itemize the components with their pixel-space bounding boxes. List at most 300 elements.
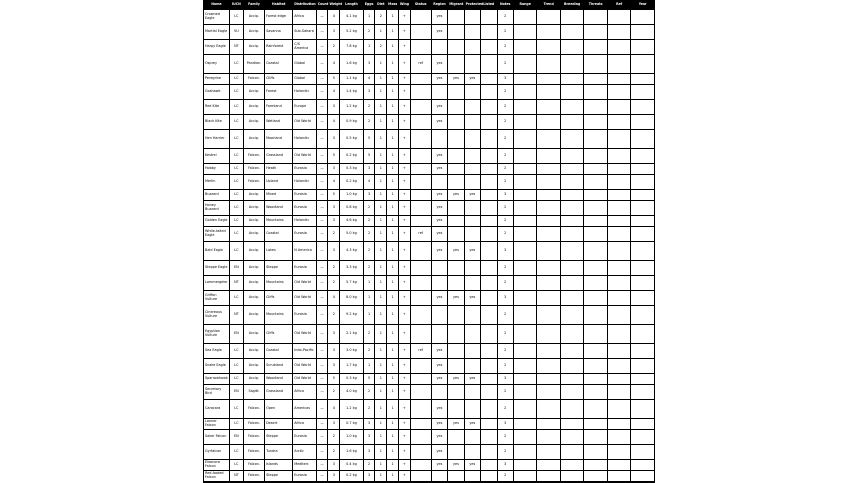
table-cell: — — [316, 164, 328, 175]
table-cell: 0.3 kg — [340, 164, 363, 175]
table-cell: 2 — [497, 175, 513, 190]
table-cell — [607, 291, 630, 306]
table-cell — [513, 374, 536, 385]
table-cell: + — [398, 164, 410, 175]
table-cell: Accip. — [243, 276, 264, 291]
table-cell: 2 — [497, 115, 513, 130]
table-cell — [410, 130, 431, 149]
table-cell — [560, 430, 583, 445]
table-cell — [560, 130, 583, 149]
table-cell — [584, 460, 607, 471]
table-cell: 1 — [375, 190, 387, 201]
table-cell: 0.2 kg — [340, 471, 363, 482]
table-cell: — — [316, 471, 328, 482]
table-cell — [607, 149, 630, 164]
table-cell — [464, 430, 480, 445]
table-cell: C/S America — [293, 40, 316, 55]
table-cell — [513, 115, 536, 130]
column-header: Notes — [497, 1, 513, 10]
table-cell: Indo-Pacific — [293, 344, 316, 359]
table-cell: 1 — [375, 400, 387, 419]
table-cell: Falcon. — [243, 164, 264, 175]
table-cell — [560, 40, 583, 55]
table-cell: yes — [464, 419, 480, 430]
table-cell: 3.3 kg — [340, 261, 363, 276]
table-cell: Accip. — [243, 201, 264, 216]
table-cell — [584, 261, 607, 276]
table-cell — [631, 445, 655, 460]
table-cell: Wetland — [265, 115, 293, 130]
table-cell — [464, 471, 480, 482]
table-cell: Snake Eagle — [204, 359, 230, 374]
table-cell: 4 — [363, 175, 375, 190]
table-cell — [481, 276, 497, 291]
table-cell: 2 — [375, 10, 387, 25]
table-cell: + — [398, 216, 410, 227]
table-cell: 1 — [387, 164, 399, 175]
table-cell: 1 — [375, 74, 387, 85]
table-cell — [513, 291, 536, 306]
table-cell: 1 — [387, 201, 399, 216]
table-cell: yes — [431, 10, 447, 25]
table-cell — [448, 261, 464, 276]
table-cell: Accip. — [243, 306, 264, 325]
table-cell: — — [316, 445, 328, 460]
table-row — [204, 460, 655, 471]
table-cell: Accip. — [243, 85, 264, 100]
table-cell — [481, 261, 497, 276]
table-cell: Cliffs — [265, 291, 293, 306]
table-cell — [448, 227, 464, 242]
table-cell: Eurasia — [293, 201, 316, 216]
table-cell: yes — [431, 115, 447, 130]
table-cell — [513, 74, 536, 85]
table-cell: 2 — [497, 471, 513, 482]
table-cell: 3 — [363, 190, 375, 201]
table-cell: Africa — [293, 10, 316, 25]
table-cell — [584, 359, 607, 374]
table-row — [204, 216, 655, 227]
table-cell: Mixed — [265, 190, 293, 201]
table-cell: EN — [229, 385, 243, 400]
table-cell: yes — [431, 100, 447, 115]
table-row — [204, 344, 655, 359]
table-cell — [584, 374, 607, 385]
table-cell: 1 — [363, 40, 375, 55]
table-cell: 7.8 kg — [340, 40, 363, 55]
table-row — [204, 227, 655, 242]
table-cell: NT — [229, 306, 243, 325]
table-cell — [607, 190, 630, 201]
table-cell — [631, 385, 655, 400]
table-cell: 4 — [328, 115, 340, 130]
table-cell: 3 — [497, 374, 513, 385]
table-cell: 2 — [328, 261, 340, 276]
table-cell: Americas — [293, 400, 316, 419]
table-cell — [560, 419, 583, 430]
column-header: Family — [243, 1, 264, 10]
table-cell: Forest — [265, 85, 293, 100]
table-cell — [607, 175, 630, 190]
table-cell — [431, 385, 447, 400]
table-cell: Cinereous Vulture — [204, 306, 230, 325]
table-cell — [631, 460, 655, 471]
table-row — [204, 10, 655, 25]
table-cell — [631, 149, 655, 164]
table-cell — [631, 175, 655, 190]
table-cell: — — [316, 175, 328, 190]
table-cell: — — [316, 190, 328, 201]
table-cell: Red Kite — [204, 100, 230, 115]
table-cell: Coastal — [265, 227, 293, 242]
table-cell: Falcon. — [243, 471, 264, 482]
table-cell — [607, 419, 630, 430]
table-cell: 4 — [328, 55, 340, 74]
column-header: IUCN — [229, 1, 243, 10]
table-cell — [607, 445, 630, 460]
table-cell: 1 — [387, 175, 399, 190]
table-cell: Accip. — [243, 130, 264, 149]
table-cell: Coastal — [265, 344, 293, 359]
table-cell: 3 — [328, 460, 340, 471]
table-cell — [513, 190, 536, 201]
table-cell: 2 — [497, 100, 513, 115]
table-cell — [584, 242, 607, 261]
table-cell: LC — [229, 55, 243, 74]
table-cell — [481, 201, 497, 216]
table-cell — [464, 216, 480, 227]
table-cell: Old World — [293, 359, 316, 374]
column-header: Name — [204, 1, 230, 10]
table-cell — [481, 291, 497, 306]
table-cell: Falcon. — [243, 460, 264, 471]
table-cell: Old World — [293, 291, 316, 306]
table-cell: 3 — [497, 190, 513, 201]
table-cell: 5.7 kg — [340, 276, 363, 291]
table-cell: 2 — [497, 276, 513, 291]
table-cell: 2 — [363, 25, 375, 40]
table-cell — [607, 40, 630, 55]
table-cell: 5 — [363, 149, 375, 164]
table-cell: Mountains — [265, 276, 293, 291]
table-cell — [560, 400, 583, 419]
table-cell — [537, 325, 560, 344]
table-cell: 1 — [375, 419, 387, 430]
table-cell: yes — [431, 74, 447, 85]
table-cell — [410, 471, 431, 482]
table-cell — [410, 445, 431, 460]
table-cell: 4.0 kg — [340, 385, 363, 400]
table-cell: 3 — [363, 419, 375, 430]
table-cell: Accip. — [243, 115, 264, 130]
table-cell — [560, 359, 583, 374]
table-cell: 1.0 kg — [340, 190, 363, 201]
table-cell — [513, 325, 536, 344]
table-cell — [464, 100, 480, 115]
table-cell: Old World — [293, 276, 316, 291]
table-cell: Mountains — [265, 306, 293, 325]
table-cell: Saker Falcon — [204, 430, 230, 445]
table-cell: LC — [229, 85, 243, 100]
table-row — [204, 40, 655, 55]
table-cell: — — [316, 359, 328, 374]
table-cell — [431, 40, 447, 55]
table-cell: LC — [229, 175, 243, 190]
table-cell: yes — [448, 190, 464, 201]
table-cell — [607, 460, 630, 471]
table-cell: — — [316, 40, 328, 55]
table-cell: + — [398, 115, 410, 130]
table-cell: Falcon. — [243, 430, 264, 445]
table-cell — [584, 55, 607, 74]
table-cell: — — [316, 55, 328, 74]
table-cell: 0.9 kg — [340, 115, 363, 130]
table-cell: 1 — [387, 400, 399, 419]
table-cell: Lanner Falcon — [204, 419, 230, 430]
table-cell — [464, 344, 480, 359]
table-cell — [607, 385, 630, 400]
table-cell: Rainforest — [265, 40, 293, 55]
data-sheet — [203, 0, 655, 479]
table-cell — [560, 385, 583, 400]
table-cell — [410, 359, 431, 374]
table-cell — [537, 306, 560, 325]
table-cell: — — [316, 306, 328, 325]
table-cell: 2 — [497, 201, 513, 216]
table-cell: 2 — [375, 40, 387, 55]
table-cell — [584, 400, 607, 419]
table-cell — [607, 261, 630, 276]
table-cell — [448, 40, 464, 55]
table-cell: — — [316, 115, 328, 130]
table-cell: + — [398, 400, 410, 419]
table-cell — [560, 261, 583, 276]
table-cell — [481, 374, 497, 385]
table-cell — [513, 261, 536, 276]
table-cell: — — [316, 227, 328, 242]
table-cell: Open — [265, 400, 293, 419]
table-cell: 3 — [497, 291, 513, 306]
table-cell — [537, 25, 560, 40]
table-cell — [607, 242, 630, 261]
table-row — [204, 25, 655, 40]
table-row — [204, 430, 655, 445]
table-cell — [448, 149, 464, 164]
table-cell — [584, 25, 607, 40]
table-cell — [448, 359, 464, 374]
table-cell — [631, 430, 655, 445]
table-cell: 2 — [497, 25, 513, 40]
table-cell — [513, 276, 536, 291]
table-cell: yes — [431, 227, 447, 242]
table-cell — [560, 374, 583, 385]
table-cell: 1 — [375, 201, 387, 216]
table-cell — [513, 359, 536, 374]
table-cell — [607, 374, 630, 385]
table-cell: ref — [410, 55, 431, 74]
table-cell: 4 — [328, 175, 340, 190]
table-cell — [537, 164, 560, 175]
table-row — [204, 374, 655, 385]
table-cell: 2 — [363, 400, 375, 419]
table-cell — [631, 306, 655, 325]
table-cell: LC — [229, 344, 243, 359]
table-cell: 2 — [328, 276, 340, 291]
table-cell: + — [398, 175, 410, 190]
table-cell — [631, 100, 655, 115]
table-cell: Accip. — [243, 40, 264, 55]
table-cell — [584, 201, 607, 216]
table-cell: Caracara — [204, 400, 230, 419]
table-cell: Mountains — [265, 216, 293, 227]
table-cell: Gyrfalcon — [204, 445, 230, 460]
table-cell — [537, 10, 560, 25]
table-cell — [631, 261, 655, 276]
table-cell — [584, 175, 607, 190]
table-row — [204, 149, 655, 164]
table-cell — [513, 460, 536, 471]
table-cell: — — [316, 419, 328, 430]
table-cell — [560, 74, 583, 85]
table-cell — [537, 242, 560, 261]
table-cell: Buzzard — [204, 190, 230, 201]
table-cell — [537, 359, 560, 374]
table-cell: Red-footed Falcon — [204, 471, 230, 482]
table-cell: 1 — [375, 55, 387, 74]
table-cell: Steppe — [265, 471, 293, 482]
table-cell: Sea Eagle — [204, 344, 230, 359]
table-cell — [513, 164, 536, 175]
table-cell: Woodland — [265, 201, 293, 216]
table-cell — [410, 385, 431, 400]
table-cell: 3 — [328, 130, 340, 149]
table-cell — [464, 445, 480, 460]
table-cell: + — [398, 374, 410, 385]
table-cell — [431, 306, 447, 325]
table-cell — [448, 55, 464, 74]
table-cell: 3 — [363, 471, 375, 482]
table-cell — [607, 344, 630, 359]
table-cell: + — [398, 85, 410, 100]
table-cell — [537, 445, 560, 460]
table-cell — [464, 385, 480, 400]
data-table — [203, 0, 655, 483]
table-cell — [448, 400, 464, 419]
table-cell — [410, 100, 431, 115]
table-cell: + — [398, 100, 410, 115]
table-cell — [607, 115, 630, 130]
table-cell: 1 — [375, 344, 387, 359]
table-cell: 3 — [363, 164, 375, 175]
table-cell: 1 — [387, 25, 399, 40]
table-cell: 1 — [363, 276, 375, 291]
table-cell: yes — [448, 374, 464, 385]
table-cell — [410, 10, 431, 25]
table-cell — [560, 115, 583, 130]
table-cell: 5 — [328, 149, 340, 164]
table-cell: Peregrine — [204, 74, 230, 85]
table-cell: Holarctic — [293, 85, 316, 100]
table-cell: 1 — [375, 430, 387, 445]
table-cell: 2 — [497, 385, 513, 400]
table-cell: 1 — [375, 242, 387, 261]
table-cell: 3 — [497, 242, 513, 261]
column-header: Wing — [398, 1, 410, 10]
table-cell — [584, 190, 607, 201]
table-cell — [537, 374, 560, 385]
table-cell — [537, 276, 560, 291]
table-cell: — — [316, 385, 328, 400]
table-cell: Black Kite — [204, 115, 230, 130]
table-cell — [464, 10, 480, 25]
table-cell — [560, 306, 583, 325]
table-cell — [584, 419, 607, 430]
table-cell — [607, 430, 630, 445]
table-cell: 3 — [497, 419, 513, 430]
table-cell — [631, 471, 655, 482]
table-cell: 4 — [363, 74, 375, 85]
table-cell: yes — [431, 374, 447, 385]
table-row — [204, 400, 655, 419]
table-cell: 3 — [497, 460, 513, 471]
table-cell: + — [398, 149, 410, 164]
table-cell: Holarctic — [293, 130, 316, 149]
table-cell — [631, 40, 655, 55]
table-cell: + — [398, 201, 410, 216]
table-cell: 1 — [375, 471, 387, 482]
header-row — [204, 1, 655, 10]
column-header: Habitat — [265, 1, 293, 10]
table-cell: LC — [229, 100, 243, 115]
table-cell: Global — [293, 55, 316, 74]
table-cell: — — [316, 261, 328, 276]
table-cell: 5 — [328, 74, 340, 85]
table-cell — [513, 55, 536, 74]
table-cell: 2 — [497, 400, 513, 419]
table-cell — [537, 460, 560, 471]
table-cell: Merlin — [204, 175, 230, 190]
table-cell — [513, 100, 536, 115]
table-cell — [464, 130, 480, 149]
table-cell: 1 — [375, 164, 387, 175]
table-cell: + — [398, 227, 410, 242]
table-cell: LC — [229, 374, 243, 385]
table-cell: 5 — [328, 190, 340, 201]
table-cell: 1 — [387, 306, 399, 325]
table-cell: LC — [229, 74, 243, 85]
table-cell — [448, 430, 464, 445]
table-row — [204, 190, 655, 201]
table-row — [204, 115, 655, 130]
table-cell: Accip. — [243, 216, 264, 227]
table-cell: LC — [229, 201, 243, 216]
table-cell: 2 — [497, 325, 513, 344]
table-cell — [631, 190, 655, 201]
table-cell: — — [316, 85, 328, 100]
table-cell — [410, 190, 431, 201]
table-cell: LC — [229, 400, 243, 419]
table-cell: 5 — [363, 130, 375, 149]
column-header: Protected — [464, 1, 480, 10]
table-cell — [607, 276, 630, 291]
table-cell — [584, 149, 607, 164]
table-cell — [537, 130, 560, 149]
table-cell — [513, 306, 536, 325]
table-cell — [607, 471, 630, 482]
table-cell: 2 — [328, 306, 340, 325]
table-cell: LC — [229, 291, 243, 306]
table-cell: Sagitt. — [243, 385, 264, 400]
